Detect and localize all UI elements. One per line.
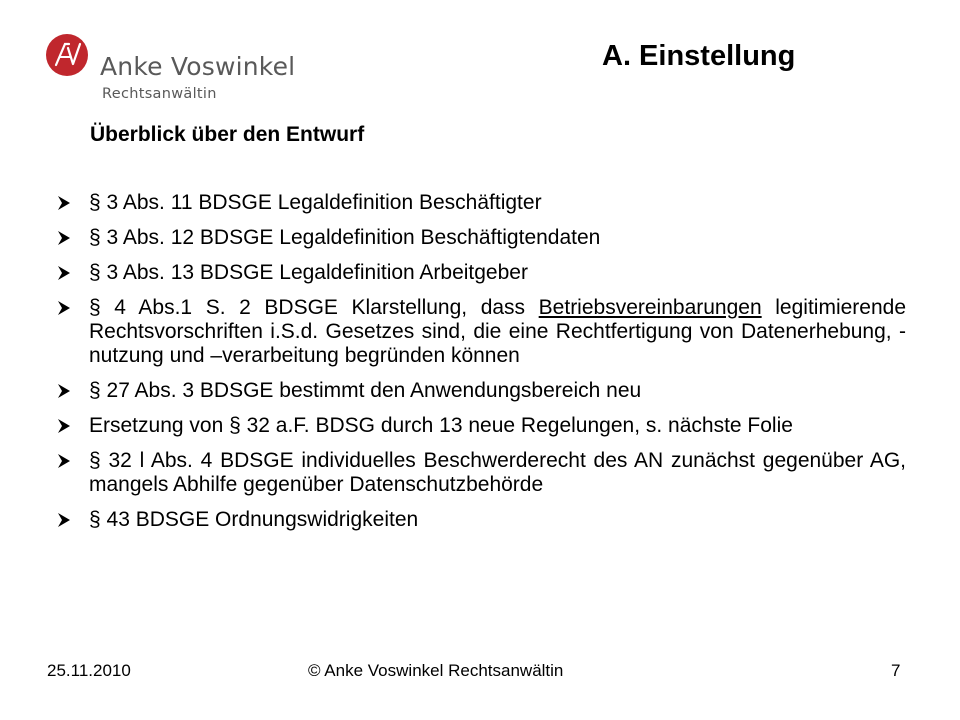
logo-monogram-icon [46, 34, 88, 76]
arrowhead-bullet-icon [56, 265, 72, 281]
arrowhead-bullet-icon [56, 195, 72, 211]
arrowhead-bullet-icon [56, 300, 72, 316]
arrowhead-bullet-icon [56, 512, 72, 528]
bullet-item [56, 414, 906, 438]
bullet-item [56, 226, 906, 250]
bullet-underlined-term: Betriebsvereinbarungen [538, 296, 762, 319]
bullet-item [56, 379, 906, 403]
bullet-text: § 3 Abs. 13 BDSGE Legaldefinition Arbeitgeber [89, 261, 528, 284]
bullet-item [56, 296, 906, 368]
bullet-text: § 43 BDSGE Ordnungswidrigkeiten [89, 508, 419, 531]
logo [46, 34, 296, 104]
bullet-text-part: § 4 Abs.1 S. 2 BDSGE Klarstellung, dass [89, 296, 539, 319]
arrowhead-bullet-icon [56, 230, 72, 246]
footer-date: 25.11.2010 [47, 661, 131, 680]
bullet-item [56, 191, 906, 215]
bullet-item [56, 261, 906, 285]
bullet-list [56, 191, 906, 543]
slide-title: A. Einstellung [602, 40, 796, 72]
footer-page-number: 7 [891, 661, 901, 680]
bullet-item [56, 449, 906, 497]
bullet-text: Ersetzung von § 32 a.F. BDSG durch 13 neue Regelungen, s. nächste Folie [89, 414, 793, 437]
bullet-text: § 3 Abs. 11 BDSGE Legaldefinition Beschäftigter [89, 191, 542, 214]
arrowhead-bullet-icon [56, 418, 72, 434]
bullet-text: § 27 Abs. 3 BDSGE bestimmt den Anwendungsbereich neu [89, 379, 642, 402]
footer-copyright: © Anke Voswinkel Rechtsanwältin [308, 661, 564, 680]
bullet-item [56, 508, 906, 532]
arrowhead-bullet-icon [56, 453, 72, 469]
arrowhead-bullet-icon [56, 383, 72, 399]
slide-subtitle: Überblick über den Entwurf [90, 123, 365, 146]
bullet-text-part: legitimierende Rechtsvorschriften i.S.d. Gesetzes sind, die eine Rechtfertigung von Datenerhebung, -nutzung und –verarbeitung begründen können [89, 296, 906, 367]
bullet-text: § 3 Abs. 12 BDSGE Legaldefinition Beschäftigtendaten [89, 226, 601, 249]
bullet-text: § 32 l Abs. 4 BDSGE individuelles Beschwerderecht des AN zunächst gegenüber AG, mangels Abhilfe gegenüber Datenschutzbehörde [89, 449, 906, 496]
logo-subtitle: Rechtsanwältin [102, 86, 217, 102]
logo-name: Anke Voswinkel [100, 52, 296, 81]
